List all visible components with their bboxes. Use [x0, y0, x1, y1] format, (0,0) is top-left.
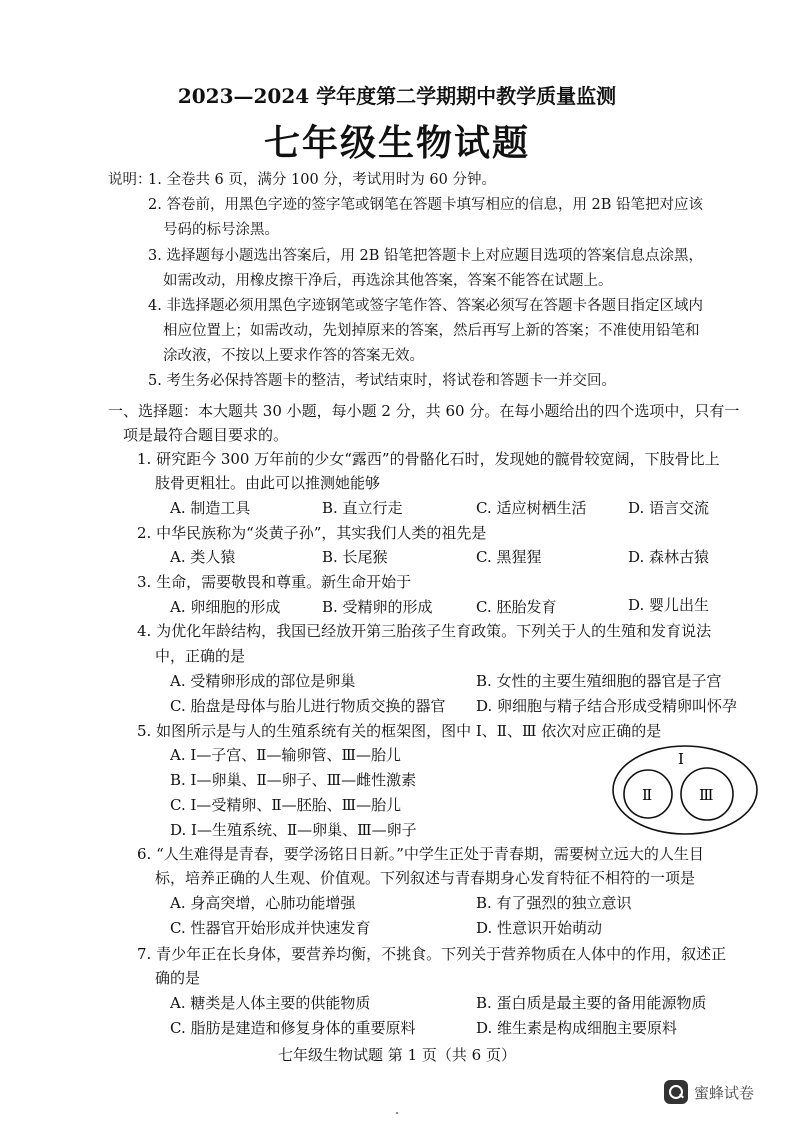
option: A. 身高突增，心肺功能增强: [170, 894, 356, 912]
watermark: [664, 1080, 754, 1104]
option: C. 胎盘是母体与胎儿进行物质交换的器官: [170, 697, 446, 715]
option: B. Ⅰ—卵巢、Ⅱ—卵子、Ⅲ—雌性激素: [170, 771, 417, 789]
question-stem: 3. 生命，需要敬畏和尊重。新生命开始于: [137, 573, 412, 591]
option: C. 胚胎发育: [476, 598, 557, 616]
question-stem: 确的是: [155, 969, 201, 987]
option: C. 适应树栖生活: [476, 499, 587, 517]
option: B. 女性的主要生殖细胞的器官是子宫: [476, 672, 722, 690]
question-stem: 标，培养正确的人生观、价值观。下列叙述与青春期身心发育特征不相符的一项是: [155, 869, 696, 887]
scan-mark: [396, 1112, 398, 1114]
reproductive-system-diagram: [610, 742, 760, 837]
page-footer: 七年级生物试题 第 1 页（共 6 页）: [278, 1046, 516, 1064]
option: D. 森林古猿: [628, 548, 710, 566]
option: D. 性意识开始萌动: [476, 919, 603, 937]
option: D. 卵细胞与精子结合形成受精卵叫怀孕: [476, 697, 738, 715]
option: A. Ⅰ—子宫、Ⅱ—输卵管、Ⅲ—胎儿: [170, 746, 401, 764]
note-line: 号码的标号涂黑。: [163, 222, 279, 238]
note-line: 4. 非选择题必须用黑色字迹钢笔或签字笔作答、答案必须写在答题卡各题目指定区域内: [148, 298, 703, 314]
watermark-text: 蜜蜂试卷: [694, 1083, 755, 1102]
option: B. 蛋白质是最主要的备用能源物质: [476, 994, 707, 1012]
label-left: Ⅱ: [642, 786, 653, 804]
question-stem: 4. 为优化年龄结构，我国已经放开第三胎孩子生育政策。下列关于人的生殖和发育说法: [137, 622, 712, 640]
option: B. 受精卵的形成: [322, 598, 433, 616]
note-line: 5. 考生务必保持答题卡的整洁，考试结束时，将试卷和答题卡一并交回。: [148, 373, 616, 389]
option: A. 卵细胞的形成: [170, 598, 281, 616]
question-stem: 6. “人生难得是青春，要学汤铭日日新。”中学生正处于青春期，需要树立远大的人生目: [137, 845, 704, 863]
question-stem: 肢骨更粗壮。由此可以推测她能够: [155, 474, 381, 492]
subject-title: 七年级生物试题: [263, 122, 530, 164]
question-stem: 7. 青少年正在长身体，要营养均衡，不挑食。下列关于营养物质在人体中的作用，叙述正: [137, 945, 727, 963]
option: D. 维生素是构成细胞主要原料: [476, 1019, 678, 1037]
option: A. 类人猿: [170, 548, 236, 566]
option: B. 有了强烈的独立意识: [476, 894, 632, 912]
option: C. 性器官开始形成并快速发育: [170, 919, 371, 937]
option: B. 长尾猴: [322, 548, 388, 566]
option: D. Ⅰ—生殖系统、Ⅱ—卵巢、Ⅲ—卵子: [170, 821, 417, 839]
notes-label: 说明：: [108, 172, 152, 188]
label-right: Ⅲ: [699, 786, 714, 804]
exam-title: 2023—2024 学年度第二学期期中教学质量监测: [177, 84, 617, 108]
note-line: 涂改液，不按以上要求作答的答案无效。: [163, 348, 424, 364]
question-stem: 1. 研究距今 300 万年前的少女“露西”的骨骼化石时，发现她的髋骨较宽阔，下肢骨比上: [137, 450, 720, 468]
question-stem: 2. 中华民族称为“炎黄子孙”，其实我们人类的祖先是: [137, 524, 487, 542]
option: A. 制造工具: [170, 499, 251, 517]
option: D. 语言交流: [628, 499, 710, 517]
option: D. 婴儿出生: [628, 596, 710, 614]
note-line: 相应位置上；如需改动，先划掉原来的答案，然后再写上新的答案；不准使用铅笔和: [163, 323, 700, 339]
search-logo-icon: [664, 1080, 688, 1104]
note-line: 2. 答卷前，用黑色字迹的签字笔或钢笔在答题卡填写相应的信息，用 2B 铅笔把对应该: [148, 197, 704, 213]
note-line: 3. 选择题每小题选出答案后，用 2B 铅笔把答题卡上对应题目选项的答案信息点涂黑，: [148, 248, 704, 264]
note-line: 如需改动，用橡皮擦干净后，再选涂其他答案，答案不能答在试题上。: [163, 273, 613, 289]
option: B. 直立行走: [322, 499, 403, 517]
option: C. 脂肪是建造和修复身体的重要原料: [170, 1019, 416, 1037]
label-outer: Ⅰ: [678, 750, 684, 768]
option: C. 黑猩猩: [476, 548, 542, 566]
option: A. 受精卵形成的部位是卵巢: [170, 672, 356, 690]
section-title: 一、选择题：本大题共 30 小题，每小题 2 分，共 60 分。在每小题给出的四个选项中，只有一: [108, 402, 740, 420]
question-stem: 5. 如图所示是与人的生殖系统有关的框架图，图中 Ⅰ、Ⅱ、Ⅲ 依次对应正确的是: [137, 722, 662, 740]
section-title-cont: 项是最符合题目要求的。: [123, 426, 289, 444]
note-line: 1. 全卷共 6 页，满分 100 分，考试用时为 60 分钟。: [148, 172, 496, 188]
question-stem: 中，正确的是: [155, 647, 246, 665]
option: A. 糖类是人体主要的供能物质: [170, 994, 371, 1012]
outer-ellipse: [613, 746, 757, 834]
option: C. Ⅰ—受精卵、Ⅱ—胚胎、Ⅲ—胎儿: [170, 796, 402, 814]
